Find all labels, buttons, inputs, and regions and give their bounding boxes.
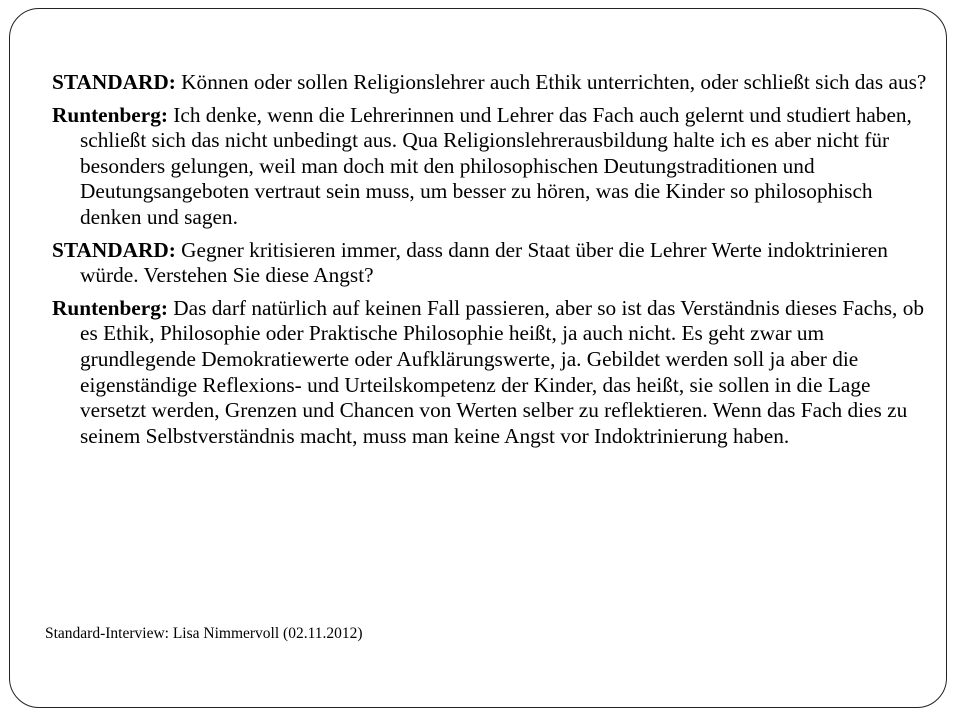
slide-frame bbox=[9, 8, 947, 708]
paragraph-text: Ich denke, wenn die Lehrerinnen und Lehrer das Fach auch gelernt und studiert haben, schließt sich das nicht unbedingt aus. Qua Religionslehrerausbildung halte ich es aber nicht für besonders gelungen, weil man doch mit den philosophischen Deutungstraditionen und Deutungsangeboten vertraut sein muss, um besser zu hören, was die Kinder so philosophisch denken und sagen. bbox=[80, 102, 912, 229]
speaker-label: Runtenberg: bbox=[52, 295, 168, 320]
source-citation: Standard-Interview: Lisa Nimmervoll (02.11.2012) bbox=[45, 625, 363, 642]
speaker-label: STANDARD: bbox=[52, 237, 176, 262]
paragraph-text: Gegner kritisieren immer, dass dann der Staat über die Lehrer Werte indoktrinieren würde. Verstehen Sie diese Angst? bbox=[80, 237, 888, 288]
interview-paragraph bbox=[52, 238, 932, 289]
paragraph-text: Das darf natürlich auf keinen Fall passieren, aber so ist das Verständnis dieses Fachs, ob es Ethik, Philosophie oder Praktische Philosophie heißt, ja auch nicht. Es geht zwar um grundlegende Demokratiewerte oder Aufklärungswerte, ja. Gebildet werden soll ja aber die eigenständige Reflexions- und Urteilskompetenz der Kinder, das heißt, sie sollen in die Lage versetzt werden, Grenzen und Chancen von Werten selber zu reflektieren. Wenn das Fach dies zu seinem Selbstverständnis macht, muss man keine Angst vor Indoktrinierung haben. bbox=[80, 295, 925, 448]
speaker-label: STANDARD: bbox=[52, 70, 176, 94]
interview-text bbox=[52, 70, 932, 456]
interview-paragraph bbox=[52, 70, 932, 96]
paragraph-text: Können oder sollen Religionslehrer auch Ethik unterrichten, oder schließt sich das aus? bbox=[175, 70, 927, 94]
interview-paragraph bbox=[52, 296, 932, 450]
interview-paragraph bbox=[52, 103, 932, 231]
speaker-label: Runtenberg: bbox=[52, 102, 168, 127]
